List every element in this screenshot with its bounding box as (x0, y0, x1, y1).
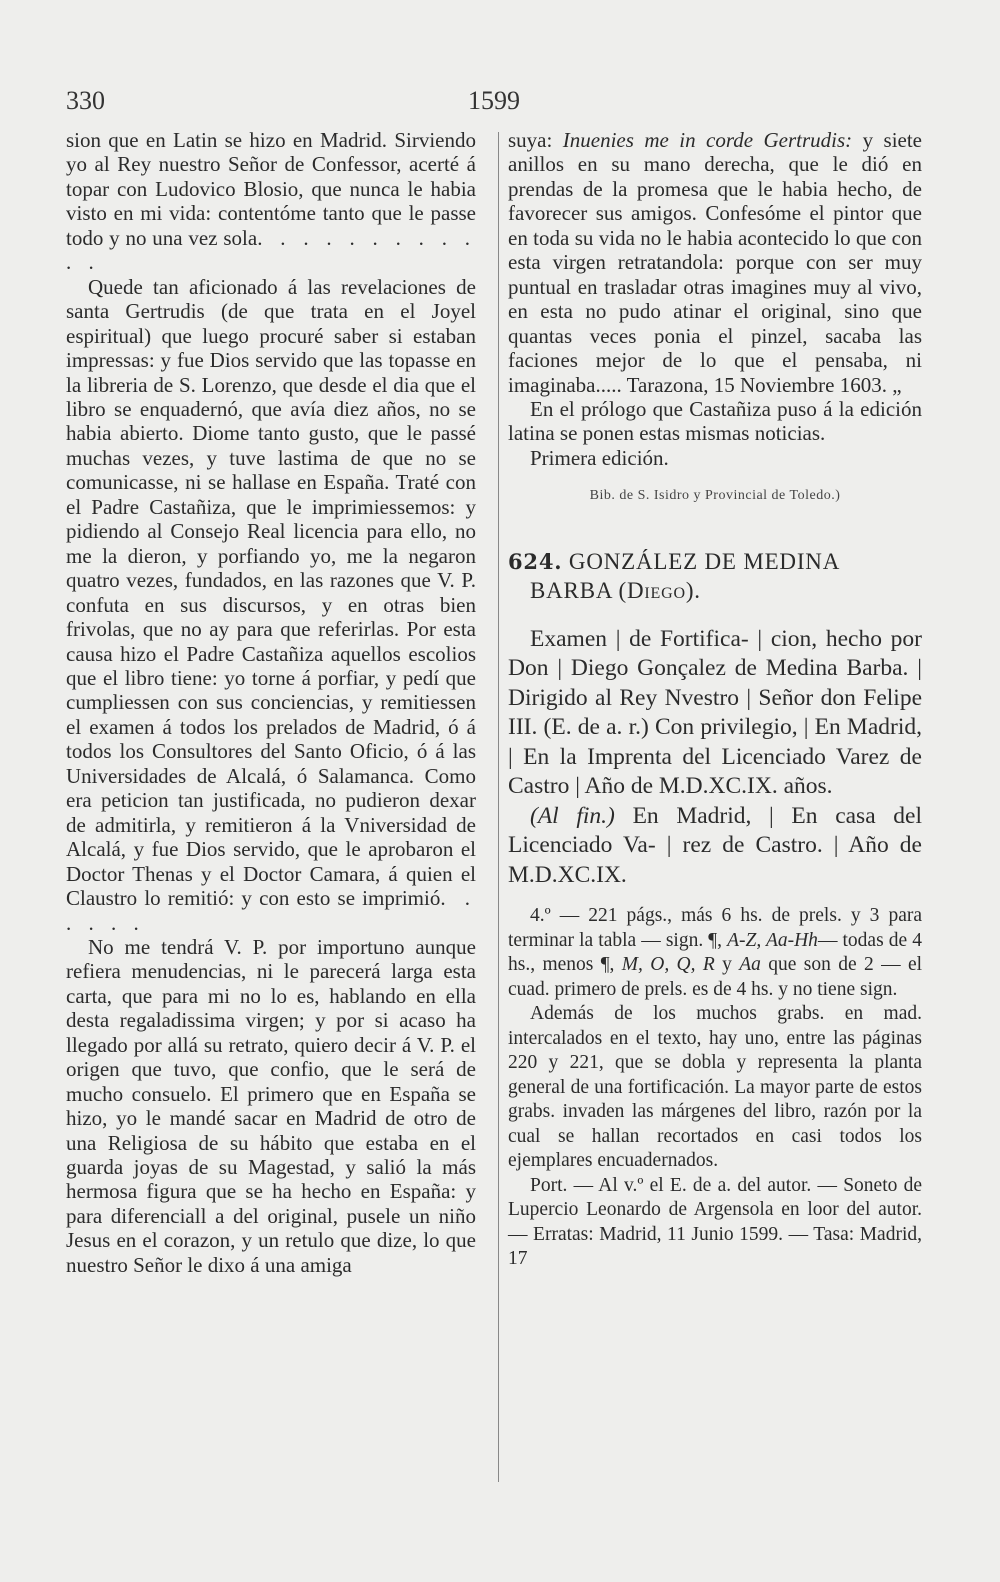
collation-part-a: 4.º — 221 págs., más 6 hs. de prels. y 3 para terminar la tabla — sign. ¶, (508, 905, 922, 951)
left-column (66, 128, 476, 1277)
signature-range-3: Aa (739, 954, 761, 976)
entry-author-line2 (508, 576, 701, 605)
left-paragraph-1 (66, 128, 476, 275)
collation-description (508, 904, 922, 1002)
library-source-note: Bib. de S. Isidro y Provincial de Toledo.) (589, 488, 841, 504)
page-number: 330 (66, 86, 105, 115)
right-p1-start: suya: (508, 128, 553, 152)
ellipsis-2: . . . . . . (66, 886, 476, 935)
running-head-year: 1599 (468, 86, 520, 115)
author-close: ). (685, 577, 701, 603)
left-paragraph-3: No me tendrá V. P. por importuno aunque refiera menudencias, ni le parecerá larga esta carta, que para mi no lo es, hablando en ella desta regaladissima virgen; y por si acaso ha llegado por allá su retrato, quiero decir á V. P. el origen que tuvo, que confio, que le será de mucho consuelo. El primero que en España se hizo, yo le mandé sacar en Madrid de otro de una Religiosa de su hábito que estaba en el guarda joyas de su Magestad, y salió la más hermosa figura que se ha hecho en España: y para diferenciall a del original, pusele un niño Jesus en el corazon, y un retulo que dize, lo que nuestro Señor le dixo á una amiga (66, 934, 476, 1277)
left-paragraph-2-text: Quede tan aficionado á las revelaciones de santa Gertrudis (de que trata en el Joyel espiritual) que luego procuré saber si estaban impressas: y fue Dios servido que las topasse en la libreria de S. Lorenzo, que desde el dia que el libro se enquadernó, que avía diez años, no se habia abierto. Diome tanto gusto, que le passé muchas vezes, y tuve lastima de que no se comunicasse, ni se hallase en España. Traté con el Padre Castañiza, que le imprimiessemos: y pidiendo al Consejo Real licencia para ello, no me la dieron, y porfiando yo, me la negaron quatro vezes, fundados, en las razones que V. P. confuta en sus discursos, y en otras bien frivolas, que no ay para que referirlas. Por esta causa hizo el Padre Castañiza aquellos escolios que el libro tiene: yo torne á porfiar, y pedí que cumpliessen con sus conciencias, y remitiessen el examen á todos los prelados de Madrid, ó á todos los Consultores del Santo Oficio, ó á las Universidades de Alcalá, ó Salamanca. Como era peticion tan justificada, no pudieron dexar de admitirla, y remitieron á la Vniversidad de Alcalá, y fue Dios servido, que le aprobaron el Doctor Thenas y el Doctor Camara, á quien el Claustro lo remitió: y con esto se imprimió (66, 274, 476, 911)
engravings-description: Además de los muchos grabs. en mad. intercalados en el texto, hay uno, entre las páginas 220 y 221, que se dobla y representa la planta general de una fortificación. La mayor parte de estos grabs. invaden las márgenes del libro, razón por la cual se hallan recortados en casi todos los ejemplares encuadernados. (508, 1003, 922, 1172)
colophon-label: (Al fin.) (530, 802, 615, 829)
entry-heading (508, 547, 922, 605)
left-paragraph-1-text: sion que en Latin se hizo en Madrid. Sirviendo yo al Rey nuestro Señor de Confessor, acerté á topar con Ludovico Blosio, que nunca le habia visto en mi vida: contentóme tanto que le passe todo y no una vez sola (66, 128, 476, 250)
collation-part-c: y (722, 954, 732, 976)
right-paragraph-1 (508, 128, 922, 397)
signature-range-1: A-Z, Aa-Hh (727, 929, 818, 951)
entry-number: 624. (508, 548, 563, 574)
collation-part-d: que son de 2 — el cuad. primero de prels. es de 4 hs. y no tiene sign. (508, 954, 923, 1000)
entry-author-line1: GONZÁLEZ DE MEDINA (568, 548, 841, 574)
colophon-text: En Madrid, | En casa del Licenciado Va- | rez de Castro. | Año de M.D.XC.IX. (508, 802, 923, 888)
contents-description: Port. — Al v.º el E. de a. del autor. — Soneto de Lupercio Leonardo de Argensola en loor del autor. — Erratas: Madrid, 11 Junio 1599. — Tasa: Madrid, 17 (508, 1174, 922, 1270)
author-given-name: Diego (626, 577, 686, 603)
edition-note: Primera edición. (530, 445, 669, 470)
author-surname-part: BARBA ( (530, 577, 627, 603)
column-divider (498, 132, 499, 1482)
latin-quote: Inuenies me in corde Gertrudis: (562, 128, 853, 152)
ellipsis-1: . . . . . . . . . . . . (66, 225, 476, 275)
right-column (508, 128, 922, 1272)
collation-part-b: — todas de 4 hs., menos ¶, (508, 929, 922, 976)
left-paragraph-2 (66, 275, 476, 935)
book-title-transcription: Examen | de Fortifica- | cion, hecho por Don | Diego Gonçalez de Medina Barba. | Dirigido al Rey Nvestro | Señor don Felipe III. (E. de a. r.) Con privilegio, | En Madrid, | En la Imprenta del Licenciado Varez de Castro | Año de M.D.XC.IX. años. (508, 625, 922, 800)
right-p1-rest: y siete anillos en su mano derecha, que le dió en prendas de la promesa que le habia hecho, de favorecer sus amigos. Confesóme el pintor que en toda su vida no le habia acontecido lo que con esta virgen retratandola: porque con ser muy puntual en trasladar otras imagines muy al vivo, en esta no pudo atinar el original, sino que quantas veces ponia el pinzel, sacaba las faciones mejor de lo que el pensaba, ni imaginaba..... Tarazona, 15 Noviembre 1603. „ (508, 128, 923, 397)
right-paragraph-2: En el prólogo que Castañiza puso á la edición latina se ponen estas mismas noticias. (508, 396, 922, 446)
colophon (508, 802, 922, 891)
signature-range-2: M, O, Q, R (621, 954, 715, 976)
